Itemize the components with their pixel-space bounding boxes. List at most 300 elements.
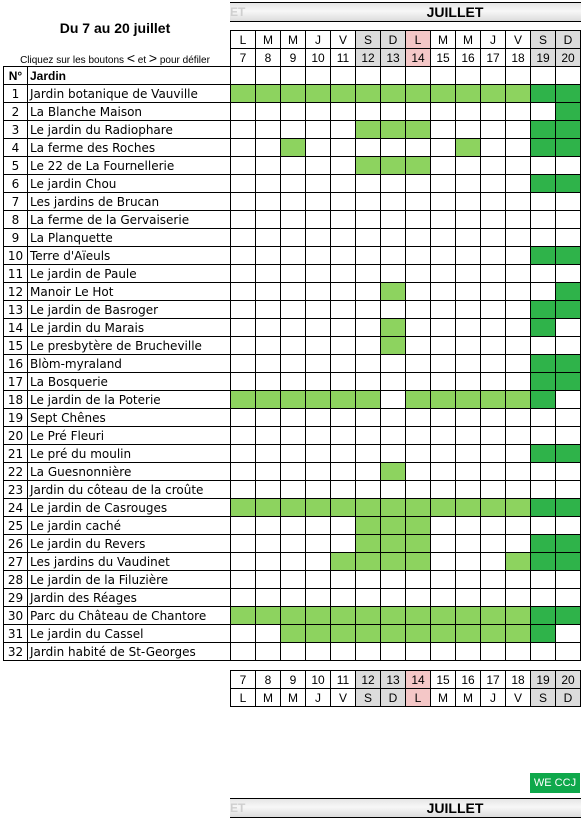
header-empty-cell [556, 67, 581, 85]
open-day-cell [481, 625, 506, 643]
open-day-cell [331, 625, 356, 643]
open-day-cell [556, 499, 581, 517]
closed-day-cell [456, 409, 481, 427]
spacer-cell [4, 661, 28, 671]
closed-day-cell [481, 139, 506, 157]
spacer-row [4, 661, 581, 671]
garden-name[interactable]: La Blanche Maison [28, 103, 231, 121]
closed-day-cell [281, 211, 306, 229]
garden-name[interactable]: Le 22 de La Fournellerie [28, 157, 231, 175]
garden-row [4, 427, 581, 445]
date-row [4, 49, 581, 67]
garden-name[interactable]: Le jardin de Basroger [28, 301, 231, 319]
closed-day-cell [356, 211, 381, 229]
closed-day-cell [231, 373, 256, 391]
open-day-cell [531, 121, 556, 139]
open-day-cell [331, 391, 356, 409]
header-empty-cell [331, 67, 356, 85]
closed-day-cell [431, 517, 456, 535]
weekday-cell: M [431, 689, 456, 707]
closed-day-cell [306, 445, 331, 463]
closed-day-cell [356, 337, 381, 355]
closed-day-cell [431, 157, 456, 175]
garden-row [4, 463, 581, 481]
weekday-cell: V [506, 689, 531, 707]
garden-number: 23 [4, 481, 28, 499]
open-day-cell [381, 157, 406, 175]
closed-day-cell [481, 643, 506, 661]
weekday-cell: M [256, 31, 281, 49]
closed-day-cell [381, 427, 406, 445]
closed-day-cell [356, 355, 381, 373]
weekday-row [4, 31, 581, 49]
period-title: Du 7 au 20 juillet [59, 20, 171, 36]
closed-day-cell [231, 589, 256, 607]
garden-name[interactable]: Le jardin de la Poterie [28, 391, 231, 409]
closed-day-cell [481, 175, 506, 193]
closed-day-cell [406, 193, 431, 211]
closed-day-cell [306, 193, 331, 211]
closed-day-cell [306, 355, 331, 373]
date-cell: 18 [506, 49, 531, 67]
open-day-cell [406, 157, 431, 175]
closed-day-cell [456, 157, 481, 175]
open-day-cell [256, 391, 281, 409]
closed-day-cell [456, 301, 481, 319]
date-cell: 10 [306, 671, 331, 689]
garden-number: 7 [4, 193, 28, 211]
weekday-cell: V [331, 31, 356, 49]
garden-name[interactable]: Le jardin du Radiophare [28, 121, 231, 139]
header-row [4, 67, 581, 85]
closed-day-cell [231, 319, 256, 337]
garden-name[interactable]: Le jardin du Cassel [28, 625, 231, 643]
weekday-cell: M [281, 31, 306, 49]
garden-number: 29 [4, 589, 28, 607]
date-cell: 15 [431, 49, 456, 67]
closed-day-cell [306, 121, 331, 139]
closed-day-cell [431, 211, 456, 229]
garden-row [4, 175, 581, 193]
open-day-cell [556, 139, 581, 157]
closed-day-cell [231, 229, 256, 247]
open-day-cell [431, 85, 456, 103]
open-day-cell [506, 553, 531, 571]
weekday-cell: S [531, 689, 556, 707]
date-cell: 11 [331, 671, 356, 689]
garden-row [4, 121, 581, 139]
blank-cell [4, 31, 28, 49]
closed-day-cell [531, 589, 556, 607]
open-day-cell [406, 625, 431, 643]
closed-day-cell [481, 535, 506, 553]
garden-name[interactable]: Jardin botanique de Vauville [28, 85, 231, 103]
closed-day-cell [256, 301, 281, 319]
closed-day-cell [281, 355, 306, 373]
open-day-cell [556, 85, 581, 103]
header-empty-cell [381, 67, 406, 85]
closed-day-cell [506, 283, 531, 301]
closed-day-cell [331, 319, 356, 337]
closed-day-cell [381, 193, 406, 211]
closed-day-cell [431, 445, 456, 463]
closed-day-cell [406, 571, 431, 589]
closed-day-cell [456, 103, 481, 121]
closed-day-cell [331, 265, 356, 283]
closed-day-cell [556, 157, 581, 175]
closed-day-cell [431, 337, 456, 355]
closed-day-cell [281, 283, 306, 301]
closed-day-cell [306, 337, 331, 355]
closed-day-cell [456, 337, 481, 355]
weekday-cell: M [456, 689, 481, 707]
closed-day-cell [456, 445, 481, 463]
closed-day-cell [481, 247, 506, 265]
closed-day-cell [431, 535, 456, 553]
garden-name[interactable]: Blòm-myraland [28, 355, 231, 373]
closed-day-cell [281, 373, 306, 391]
closed-day-cell [331, 139, 356, 157]
closed-day-cell [406, 265, 431, 283]
closed-day-cell [381, 229, 406, 247]
garden-name[interactable]: Le jardin de la Filuzière [28, 571, 231, 589]
closed-day-cell [481, 445, 506, 463]
header-empty-cell [281, 67, 306, 85]
weekday-cell: L [231, 689, 256, 707]
closed-day-cell [331, 445, 356, 463]
open-day-cell [381, 319, 406, 337]
open-day-cell [556, 553, 581, 571]
closed-day-cell [381, 589, 406, 607]
open-day-cell [531, 499, 556, 517]
garden-row [4, 337, 581, 355]
bottom-date-row [4, 671, 581, 689]
closed-day-cell [556, 211, 581, 229]
prev-month-button-bottom[interactable]: ET [230, 801, 246, 815]
closed-day-cell [531, 283, 556, 301]
closed-day-cell [356, 247, 381, 265]
closed-day-cell [381, 571, 406, 589]
garden-name[interactable]: Jardin des Réages [28, 589, 231, 607]
closed-day-cell [531, 265, 556, 283]
garden-name[interactable]: Le jardin caché [28, 517, 231, 535]
date-cell: 13 [381, 49, 406, 67]
garden-name[interactable]: Le pré du moulin [28, 445, 231, 463]
date-cell: 16 [456, 49, 481, 67]
closed-day-cell [506, 247, 531, 265]
open-day-cell [306, 607, 331, 625]
closed-day-cell [256, 355, 281, 373]
closed-day-cell [256, 121, 281, 139]
header-empty-cell [506, 67, 531, 85]
garden-name[interactable]: Manoir Le Hot [28, 283, 231, 301]
closed-day-cell [431, 139, 456, 157]
closed-day-cell [356, 301, 381, 319]
closed-day-cell [456, 643, 481, 661]
garden-name[interactable]: Le jardin de Casrouges [28, 499, 231, 517]
closed-day-cell [256, 553, 281, 571]
closed-day-cell [506, 409, 531, 427]
open-day-cell [281, 85, 306, 103]
open-day-cell [406, 85, 431, 103]
garden-name[interactable]: Le Pré Fleuri [28, 427, 231, 445]
garden-number: 10 [4, 247, 28, 265]
garden-name[interactable]: Le jardin de Paule [28, 265, 231, 283]
closed-day-cell [231, 175, 256, 193]
closed-day-cell [306, 301, 331, 319]
weekday-cell: D [381, 31, 406, 49]
closed-day-cell [406, 373, 431, 391]
closed-day-cell [406, 103, 431, 121]
closed-day-cell [256, 463, 281, 481]
closed-day-cell [281, 571, 306, 589]
closed-day-cell [331, 103, 356, 121]
open-day-cell [481, 499, 506, 517]
closed-day-cell [531, 409, 556, 427]
closed-day-cell [256, 211, 281, 229]
garden-row [4, 589, 581, 607]
closed-day-cell [481, 463, 506, 481]
open-day-cell [531, 607, 556, 625]
closed-day-cell [556, 337, 581, 355]
closed-day-cell [431, 409, 456, 427]
open-day-cell [531, 553, 556, 571]
garden-number: 18 [4, 391, 28, 409]
closed-day-cell [456, 517, 481, 535]
closed-day-cell [406, 409, 431, 427]
weekday-cell: D [556, 31, 581, 49]
garden-name[interactable]: Le presbytère de Brucheville [28, 337, 231, 355]
closed-day-cell [256, 247, 281, 265]
open-day-cell [506, 85, 531, 103]
closed-day-cell [506, 319, 531, 337]
closed-day-cell [506, 103, 531, 121]
open-day-cell [456, 391, 481, 409]
date-cell: 12 [356, 671, 381, 689]
closed-day-cell [431, 553, 456, 571]
closed-day-cell [231, 427, 256, 445]
closed-day-cell [481, 319, 506, 337]
month-label-bottom: JUILLET [426, 800, 484, 816]
open-day-cell [356, 85, 381, 103]
closed-day-cell [331, 211, 356, 229]
date-cell: 8 [256, 49, 281, 67]
closed-day-cell [331, 409, 356, 427]
blank-cell [28, 31, 231, 49]
garden-name[interactable]: Jardin du côteau de la croûte [28, 481, 231, 499]
open-day-cell [431, 391, 456, 409]
closed-day-cell [256, 427, 281, 445]
closed-day-cell [531, 463, 556, 481]
garden-number: 31 [4, 625, 28, 643]
closed-day-cell [356, 373, 381, 391]
date-cell: 17 [481, 49, 506, 67]
closed-day-cell [481, 283, 506, 301]
closed-day-cell [256, 571, 281, 589]
weekday-cell: D [556, 689, 581, 707]
closed-day-cell [331, 301, 356, 319]
garden-name[interactable]: Le jardin du Revers [28, 535, 231, 553]
garden-name[interactable]: La ferme des Roches [28, 139, 231, 157]
closed-day-cell [431, 229, 456, 247]
closed-day-cell [381, 445, 406, 463]
closed-day-cell [231, 553, 256, 571]
instr-gt: > [148, 50, 158, 66]
weekday-cell: V [506, 31, 531, 49]
month-bar-bottom [230, 798, 581, 818]
closed-day-cell [306, 589, 331, 607]
closed-day-cell [281, 481, 306, 499]
closed-day-cell [306, 247, 331, 265]
closed-day-cell [356, 589, 381, 607]
header-empty-cell [531, 67, 556, 85]
garden-number: 11 [4, 265, 28, 283]
open-day-cell [356, 625, 381, 643]
closed-day-cell [356, 463, 381, 481]
open-day-cell [306, 391, 331, 409]
garden-row [4, 445, 581, 463]
garden-name[interactable]: La Guesnonnière [28, 463, 231, 481]
garden-name[interactable]: La Planquette [28, 229, 231, 247]
open-day-cell [431, 499, 456, 517]
garden-name[interactable]: Terre d'Aïeuls [28, 247, 231, 265]
closed-day-cell [331, 535, 356, 553]
open-day-cell [231, 607, 256, 625]
closed-day-cell [456, 247, 481, 265]
closed-day-cell [281, 535, 306, 553]
weekday-cell: L [406, 31, 431, 49]
closed-day-cell [256, 157, 281, 175]
open-day-cell [406, 535, 431, 553]
closed-day-cell [256, 643, 281, 661]
header-empty-cell [406, 67, 431, 85]
closed-day-cell [556, 463, 581, 481]
garden-name[interactable]: Les jardins de Brucan [28, 193, 231, 211]
date-cell: 10 [306, 49, 331, 67]
header-num: N° [4, 67, 28, 85]
garden-name[interactable]: Les jardins du Vaudinet [28, 553, 231, 571]
weekday-cell: J [481, 31, 506, 49]
garden-row [4, 481, 581, 499]
garden-name[interactable]: Le jardin Chou [28, 175, 231, 193]
closed-day-cell [406, 589, 431, 607]
closed-day-cell [256, 481, 281, 499]
garden-name[interactable]: Parc du Château de Chantore [28, 607, 231, 625]
open-day-cell [381, 337, 406, 355]
closed-day-cell [556, 571, 581, 589]
closed-day-cell [231, 103, 256, 121]
closed-day-cell [306, 553, 331, 571]
open-day-cell [506, 391, 531, 409]
garden-row [4, 247, 581, 265]
closed-day-cell [306, 103, 331, 121]
closed-day-cell [406, 445, 431, 463]
garden-name[interactable]: Jardin habité de St-Georges [28, 643, 231, 661]
closed-day-cell [231, 139, 256, 157]
open-day-cell [556, 355, 581, 373]
open-day-cell [306, 499, 331, 517]
closed-day-cell [506, 265, 531, 283]
closed-day-cell [281, 193, 306, 211]
closed-day-cell [556, 427, 581, 445]
closed-day-cell [481, 337, 506, 355]
open-day-cell [356, 517, 381, 535]
open-day-cell [381, 607, 406, 625]
prev-month-button[interactable]: ET [230, 5, 246, 19]
header-empty-cell [356, 67, 381, 85]
blank-cell [28, 689, 231, 707]
garden-row [4, 211, 581, 229]
closed-day-cell [331, 373, 356, 391]
header-empty-cell [256, 67, 281, 85]
garden-row [4, 319, 581, 337]
closed-day-cell [406, 211, 431, 229]
closed-day-cell [481, 157, 506, 175]
weekday-cell: M [431, 31, 456, 49]
weekday-cell: M [281, 689, 306, 707]
closed-day-cell [556, 193, 581, 211]
closed-day-cell [481, 229, 506, 247]
closed-day-cell [331, 355, 356, 373]
closed-day-cell [356, 139, 381, 157]
garden-row [4, 625, 581, 643]
closed-day-cell [481, 373, 506, 391]
closed-day-cell [306, 157, 331, 175]
closed-day-cell [356, 229, 381, 247]
open-day-cell [531, 535, 556, 553]
closed-day-cell [306, 283, 331, 301]
garden-name[interactable]: Le jardin du Marais [28, 319, 231, 337]
open-day-cell [381, 85, 406, 103]
date-cell: 20 [556, 671, 581, 689]
closed-day-cell [256, 517, 281, 535]
month-label: JUILLET [426, 4, 484, 20]
closed-day-cell [356, 643, 381, 661]
closed-day-cell [281, 553, 306, 571]
garden-name[interactable]: Sept Chênes [28, 409, 231, 427]
closed-day-cell [331, 175, 356, 193]
closed-day-cell [356, 571, 381, 589]
closed-day-cell [406, 301, 431, 319]
garden-number: 22 [4, 463, 28, 481]
open-day-cell [531, 85, 556, 103]
closed-day-cell [381, 481, 406, 499]
closed-day-cell [356, 103, 381, 121]
date-cell: 9 [281, 49, 306, 67]
closed-day-cell [481, 193, 506, 211]
garden-name[interactable]: La Bosquerie [28, 373, 231, 391]
open-day-cell [531, 319, 556, 337]
open-day-cell [406, 499, 431, 517]
closed-day-cell [481, 355, 506, 373]
garden-row [4, 301, 581, 319]
closed-day-cell [481, 301, 506, 319]
closed-day-cell [306, 427, 331, 445]
date-cell: 12 [356, 49, 381, 67]
closed-day-cell [431, 103, 456, 121]
garden-name[interactable]: La ferme de la Gervaiserie [28, 211, 231, 229]
closed-day-cell [281, 589, 306, 607]
garden-number: 24 [4, 499, 28, 517]
date-cell: 17 [481, 671, 506, 689]
closed-day-cell [531, 571, 556, 589]
open-day-cell [306, 625, 331, 643]
closed-day-cell [231, 643, 256, 661]
closed-day-cell [281, 445, 306, 463]
closed-day-cell [456, 427, 481, 445]
closed-day-cell [531, 103, 556, 121]
closed-day-cell [331, 157, 356, 175]
